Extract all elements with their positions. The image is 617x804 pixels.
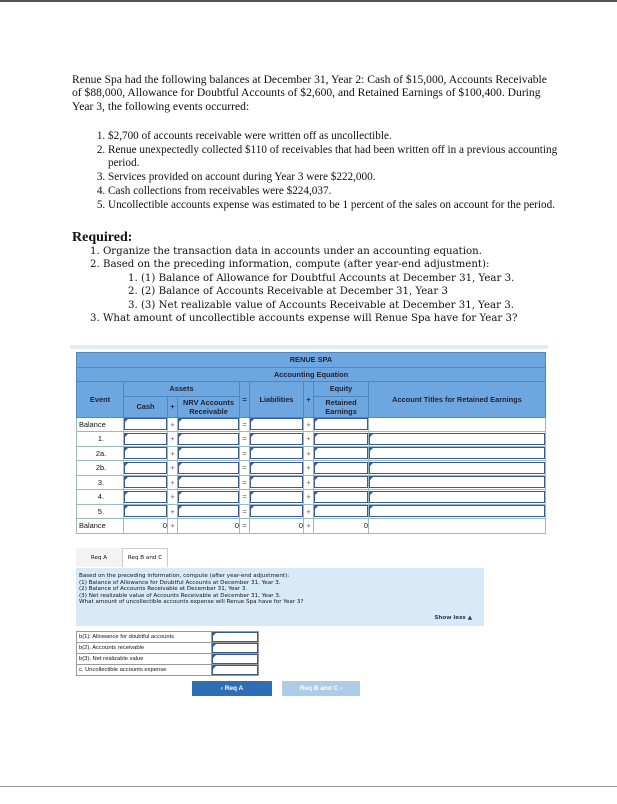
equals-sign: = [240,432,250,447]
account-title-input[interactable] [369,491,545,503]
event-item: 1. $2,700 of accounts receivable were written off as uncollectible. [108,130,568,143]
table-row [77,446,546,461]
retained-earnings-input[interactable] [314,462,368,474]
divider [70,345,548,349]
required-subitem: 1. (1) Balance of Allowance for Doubtful Accounts at December 31, Year 3. [128,272,515,284]
plus-sign: + [304,446,314,461]
nrv-input[interactable] [178,418,239,430]
prev-req-a-button[interactable]: ‹ Req A [192,681,272,696]
cash-input[interactable] [124,491,167,503]
assets-header: Assets [124,382,240,397]
liabilities-total: 0 [250,519,304,534]
plus-sign: + [304,461,314,476]
panel-text: (3) Net realizable value of Accounts Receivable at December 31, Year 3. [79,592,281,599]
equals-sign: = [240,490,250,505]
plus-sign: + [168,475,178,490]
answer-input[interactable] [212,643,258,653]
table-row [77,432,546,447]
event-item: 3. Services provided on account during Year 3 were $222,000. [108,171,568,184]
row-label: 5. [77,504,124,519]
required-item: 3. What amount of uncollectible accounts expense will Renue Spa have for Year 3? [90,313,518,325]
row-label: 2b. [77,461,124,476]
table-row [77,417,546,432]
equals-sign: = [240,461,250,476]
equals-header: = [240,382,250,418]
next-req-b-button[interactable]: Req B and C › [282,681,360,696]
nrv-input[interactable] [178,491,239,503]
company-name: RENUE SPA [77,353,546,368]
retained-earnings-input[interactable] [314,491,368,503]
plus-sign: + [168,446,178,461]
plus-sign: + [304,519,314,534]
cash-total: 0 [124,519,168,534]
nrv-input[interactable] [178,476,239,488]
empty-cell [369,417,546,432]
equals-sign: = [240,504,250,519]
row-label: 3. [77,475,124,490]
liabilities-input[interactable] [250,491,303,503]
liabilities-input[interactable] [250,476,303,488]
row-label: 2a. [77,446,124,461]
cash-input[interactable] [124,447,167,459]
required-item: 2. Based on the preceding information, compute (after year-end adjustment): [90,259,490,271]
answer-input[interactable] [212,665,258,675]
liabilities-input[interactable] [250,433,303,445]
retained-earnings-input[interactable] [314,476,368,488]
cash-input[interactable] [124,505,167,517]
table-row [77,490,546,505]
account-titles-header: Account Titles for Retained Earnings [369,382,546,418]
equity-header: Equity [314,382,369,397]
equals-sign: = [240,475,250,490]
show-less-link[interactable]: Show less ▲ [434,615,472,622]
table-title: Accounting Equation [77,367,546,382]
panel-text: (2) Balance of Accounts Receivable at December 31, Year 3. [79,586,248,593]
accounting-equation-table [76,352,546,534]
account-title-input[interactable] [369,476,545,488]
answer-label: b(1). Allowance for doubtful accounts [77,632,212,643]
tab-req-b-and-c[interactable]: Req B and C [122,548,168,567]
equals-sign: = [240,446,250,461]
nrv-input[interactable] [178,447,239,459]
nrv-input[interactable] [178,462,239,474]
event-header: Event [77,382,124,418]
table-row [77,475,546,490]
cash-header: Cash [124,396,168,417]
equals-sign: = [240,417,250,432]
re-total: 0 [314,519,369,534]
required-heading: Required: [72,230,133,245]
required-list [90,245,560,325]
row-label: Balance [77,417,124,432]
tab-req-a[interactable]: Req A [76,548,122,567]
plus-header: + [168,396,178,417]
liabilities-input[interactable] [250,447,303,459]
answer-input[interactable] [212,654,258,664]
problem-intro: Renue Spa had the following balances at December 31, Year 2: Cash of $15,000, Accounts Receivable of $88,000, Allowance for Doubtful Accounts of $2,600, and Retained Earnings of $100,400. During Year 3, the following events occurred: [72,73,547,113]
retained-earnings-input[interactable] [314,505,368,517]
event-item: 4. Cash collections from receivables were $224,037. [108,185,568,198]
panel-text: What amount of uncollectible accounts expense will Renue Spa have for Year 3? [79,599,304,606]
account-title-input[interactable] [369,505,545,517]
event-item: 2. Renue unexpectedly collected $110 of receivables that had been written off in a previous accounting period. [108,144,568,170]
event-item: 5. Uncollectible accounts expense was estimated to be 1 percent of the sales on account for the period. [108,199,568,212]
panel-text: (1) Balance of Allowance for Doubtful Accounts at December 31, Year 3. [79,579,281,586]
liabilities-input[interactable] [250,462,303,474]
retained-earnings-input[interactable] [314,418,368,430]
plus-sign: + [304,504,314,519]
plus-sign: + [168,519,178,534]
cash-input[interactable] [124,433,167,445]
plus-sign: + [304,417,314,432]
nrv-header: NRV Accounts Receivable [178,396,240,417]
liabilities-header: Liabilities [250,382,304,418]
account-title-input[interactable] [369,447,545,459]
final-balance-row [77,519,546,534]
top-border [0,0,617,2]
answer-label: b(2). Accounts receivable [77,643,212,654]
required-item: 1. Organize the transaction data in accounts under an accounting equation. [90,246,482,257]
cash-input[interactable] [124,476,167,488]
plus-header: + [304,382,314,418]
events-list [88,130,568,213]
liabilities-input[interactable] [250,505,303,517]
cash-input[interactable] [124,418,167,430]
plus-sign: + [304,490,314,505]
plus-sign: + [168,461,178,476]
table-row [77,461,546,476]
equals-sign: = [240,519,250,534]
nrv-input[interactable] [178,433,239,445]
nrv-total: 0 [178,519,240,534]
nrv-input[interactable] [178,505,239,517]
plus-sign: + [304,432,314,447]
plus-sign: + [168,417,178,432]
question-panel [76,568,484,626]
account-title-input[interactable] [369,433,545,445]
required-subitem: 3. (3) Net realizable value of Accounts Receivable at December 31, Year 3. [128,299,514,311]
plus-sign: + [168,432,178,447]
required-subitem: 2. (2) Balance of Accounts Receivable at December 31, Year 3 [128,286,448,298]
answer-input[interactable] [212,632,258,642]
retained-earnings-header: Retained Earnings [314,396,369,417]
cash-input[interactable] [124,462,167,474]
table-row [77,504,546,519]
bottom-border [0,786,617,787]
plus-sign: + [304,475,314,490]
answers-table [76,631,259,676]
retained-earnings-input[interactable] [314,447,368,459]
plus-sign: + [168,504,178,519]
plus-sign: + [168,490,178,505]
retained-earnings-input[interactable] [314,433,368,445]
row-label: Balance [77,519,124,534]
empty-cell [369,519,546,534]
row-label: 4. [77,490,124,505]
row-label: 1. [77,432,124,447]
account-title-input[interactable] [369,462,545,474]
panel-text: Based on the preceding information, compute (after year-end adjustment): [79,573,290,579]
answer-label: b(3). Net realizable value [77,654,212,665]
liabilities-input[interactable] [250,418,303,430]
answer-label: c. Uncollectible accounts expense [77,665,212,676]
